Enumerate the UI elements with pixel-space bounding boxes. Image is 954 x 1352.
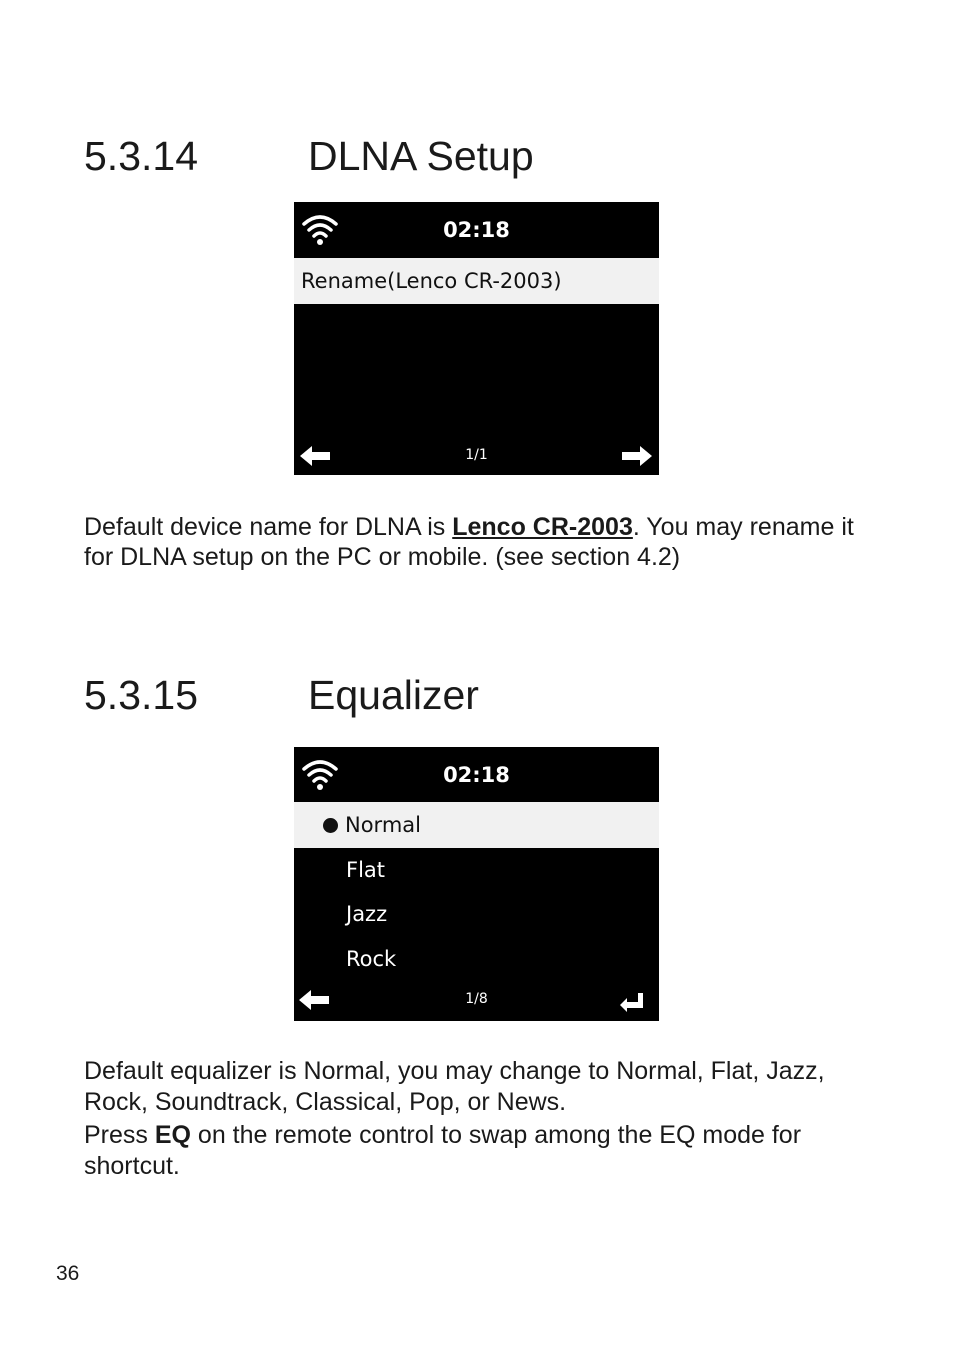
eq-option-flat[interactable]: Flat (346, 858, 386, 882)
section-title: Equalizer (308, 672, 479, 718)
section-number: 5.3.14 (84, 133, 198, 179)
section-heading-dlna (84, 133, 534, 179)
eq-shortcut-description (84, 1120, 884, 1182)
eq-option-normal[interactable] (294, 802, 659, 848)
eq-option-label: Normal (345, 813, 421, 837)
dlna-screen (294, 202, 659, 475)
status-bar (294, 202, 659, 256)
status-bar (294, 747, 659, 801)
text-after: on the remote control to swap among the EQ mode for shortcut. (84, 1121, 802, 1180)
eq-option-rock[interactable]: Rock (346, 947, 397, 971)
page-number: 36 (56, 1262, 80, 1285)
equalizer-description: Default equalizer is Normal, you may change to Normal, Flat, Jazz, Rock, Soundtrack, Classical, Pop, or News. (84, 1057, 825, 1116)
clock: 02:18 (443, 763, 510, 787)
section-title: DLNA Setup (308, 133, 534, 179)
page-indicator: 1/8 (465, 991, 488, 1007)
dlna-description (84, 512, 884, 572)
clock: 02:18 (443, 218, 510, 242)
eq-option-jazz[interactable]: Jazz (346, 902, 388, 926)
device-name: Lenco CR-2003 (452, 513, 633, 541)
equalizer-screen (294, 747, 659, 1021)
text-after: . You may rename it for DLNA setup on the PC or mobile. (see section 4.2) (84, 513, 854, 571)
selected-dot-icon (323, 818, 338, 833)
page-indicator: 1/1 (465, 447, 488, 463)
right-arrow-icon[interactable] (620, 444, 654, 468)
menu-item-label: Rename(Lenco CR-2003) (301, 269, 562, 293)
section-number: 5.3.15 (84, 672, 198, 718)
enter-icon[interactable] (616, 989, 650, 1013)
text-before: Default device name for DLNA is (84, 513, 453, 541)
eq-key: EQ (154, 1121, 191, 1149)
section-heading-equalizer (84, 672, 479, 718)
text-before: Press (84, 1121, 155, 1149)
menu-item-rename[interactable] (294, 258, 659, 304)
